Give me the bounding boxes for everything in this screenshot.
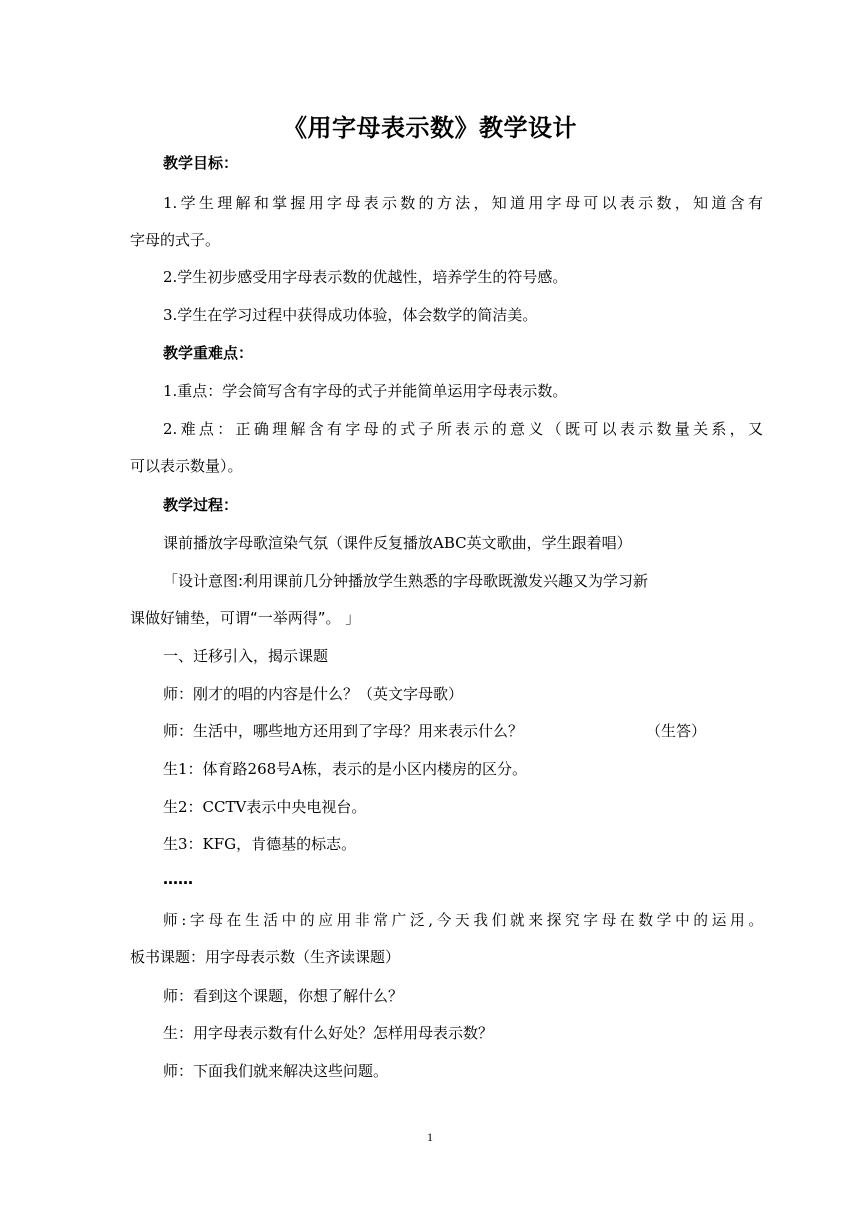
goal-3: 3.学生在学习过程中获得成功体验，体会数学的简洁美。 xyxy=(163,306,538,324)
design-intent-line-1: 「设计意图:利用课前几分钟播放学生熟悉的字母歌既激发兴趣又为学习新 xyxy=(163,572,649,590)
ellipsis: …… xyxy=(163,870,193,888)
key-point-2-line-2: 可以表示数量）。 xyxy=(130,457,243,475)
key-point-2-line-1: 2.难点：正确理解含有字母的式子所表示的意义（既可以表示数量关系，又 xyxy=(163,420,763,438)
section-heading-goals: 教学目标： xyxy=(163,154,239,172)
goal-2: 2.学生初步感受用字母表示数的优越性，培养学生的符号感。 xyxy=(163,268,568,286)
board-topic: 板书课题：用字母表示数（生齐读课题） xyxy=(130,948,401,966)
document-title: 《用字母表示数》教学设计 xyxy=(283,114,577,142)
dialog-teacher-4: 师：看到这个课题，你想了解什么？ xyxy=(163,987,404,1005)
dialog-teacher-2-note: （生答） xyxy=(646,722,707,740)
section-heading-key-points: 教学重难点： xyxy=(163,344,254,362)
process-intro: 课前播放字母歌渲染气氛（课件反复播放ABC英文歌曲，学生跟着唱） xyxy=(163,534,632,552)
page-number: 1 xyxy=(427,1130,433,1144)
dialog-student-4: 生：用字母表示数有什么好处？怎样用母表示数？ xyxy=(163,1024,494,1042)
goal-1-line-2: 字母的式子。 xyxy=(130,231,221,249)
design-intent-line-2: 课做好铺垫，可谓“一举两得”。 」 xyxy=(130,609,361,627)
dialog-student-3: 生3：KFG，肯德基的标志。 xyxy=(163,835,357,853)
dialog-teacher-2: 师：生活中，哪些地方还用到了字母？用来表示什么？ xyxy=(163,722,524,740)
dialog-student-2: 生2：CCTV表示中央电视台。 xyxy=(163,798,367,816)
goal-1-line-1: 1.学生理解和掌握用字母表示数的方法，知道用字母可以表示数，知道含有 xyxy=(163,194,763,212)
dialog-student-1: 生1：体育路268号A栋，表示的是小区内楼房的区分。 xyxy=(163,760,528,778)
section-heading-process: 教学过程： xyxy=(163,496,239,514)
dialog-teacher-3: 师:字母在生活中的应用非常广泛,今天我们就来探究字母在数学中的运用。 xyxy=(163,912,763,929)
dialog-teacher-5: 师：下面我们就来解决这些问题。 xyxy=(163,1062,389,1080)
key-point-1: 1.重点：学会简写含有字母的式子并能简单运用字母表示数。 xyxy=(163,382,568,400)
dialog-teacher-1: 师：刚才的唱的内容是什么？（英文字母歌） xyxy=(163,685,464,703)
step-heading-1: 一、迁移引入，揭示课题 xyxy=(163,647,329,665)
